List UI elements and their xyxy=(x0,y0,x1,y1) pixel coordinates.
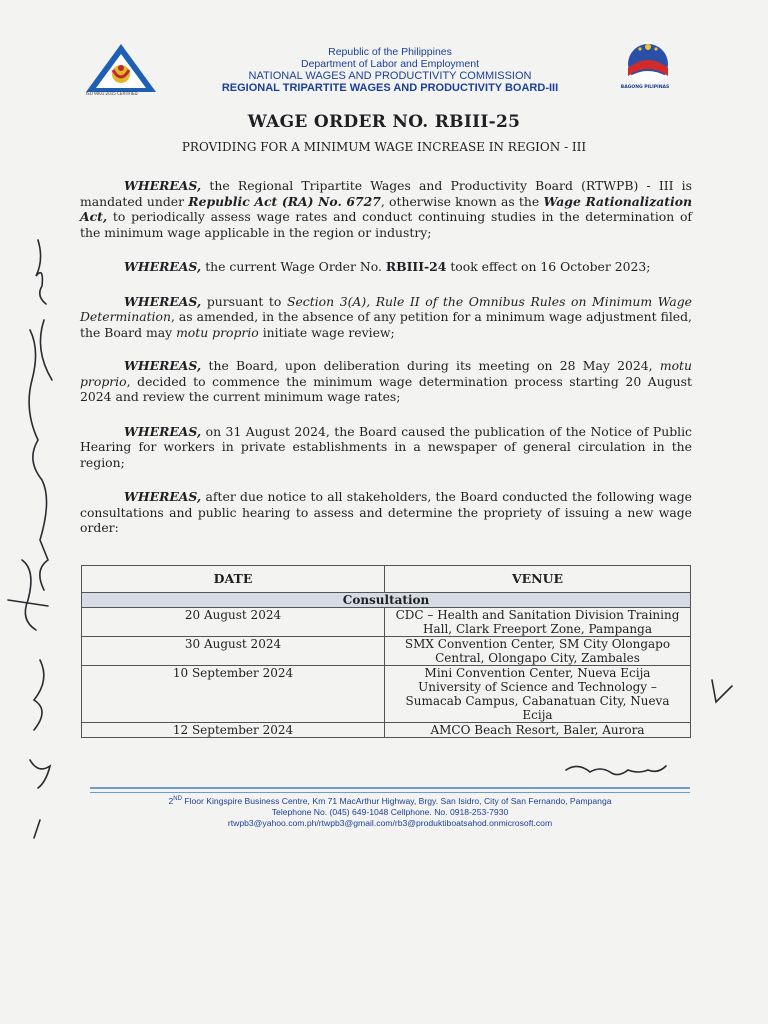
whereas-label: WHEREAS, xyxy=(124,293,202,309)
paragraph-text: on 31 August 2024, the Board caused the publication of the Notice of Public Hearing for workers in private establishments in a newspaper of general circulation in the region; xyxy=(80,423,692,470)
whereas-paragraph-5 xyxy=(80,424,692,471)
paragraph-text: the Board, upon deliberation during its meeting on 28 May 2024, xyxy=(201,358,660,373)
floor-number: 2 xyxy=(168,795,174,806)
latin-term: motu proprio xyxy=(80,358,692,389)
whereas-paragraph-4 xyxy=(80,358,692,405)
paragraph-text: , decided to commence the minimum wage determination process starting 20 August 2024 and review the current minimum wage rates; xyxy=(80,373,692,404)
paragraph-text: took effect on 16 October 2023; xyxy=(446,259,651,274)
page-title: WAGE ORDER NO. RBIII-25 xyxy=(247,112,521,132)
column-header-venue: VENUE xyxy=(385,566,691,593)
whereas-label: WHEREAS, xyxy=(124,423,202,439)
letterhead xyxy=(170,46,610,94)
latin-term: motu proprio xyxy=(176,324,259,340)
band-label: Consultation xyxy=(82,593,691,608)
whereas-paragraph-6 xyxy=(80,489,692,536)
law-reference: Republic Act (RA) No. 6727 xyxy=(188,193,381,209)
venue-cell: CDC – Health and Sanitation Division Training Hall, Clark Freeport Zone, Pampanga xyxy=(385,608,691,637)
date-cell: 30 August 2024 xyxy=(82,637,385,666)
date-cell: 20 August 2024 xyxy=(82,608,385,637)
date-cell: 10 September 2024 xyxy=(82,666,385,723)
iso-caption: ISO 9001:2015 CERTIFIED xyxy=(86,91,138,96)
whereas-label: WHEREAS, xyxy=(124,358,202,373)
letterhead-line-1: Republic of the Philippines xyxy=(328,46,452,58)
paragraph-text: initiate wage review; xyxy=(258,324,395,340)
venue-cell: SMX Convention Center, SM City Olongapo Central, Olongapo City, Zambales xyxy=(385,637,691,666)
table-band-row xyxy=(82,593,691,608)
paragraph-text: , otherwise known as the xyxy=(380,193,544,209)
footer-line-1 xyxy=(80,794,700,807)
footer-divider xyxy=(90,787,690,793)
address-text: Floor Kingspire Business Centre, Km 71 MacArthur Highway, Brgy. San Isidro, City of San Fernando, Pampanga xyxy=(181,795,612,806)
consultation-table xyxy=(81,565,691,738)
paragraph-text: , as amended, in the absence of any petition for a minimum wage adjustment filed, the Board may xyxy=(80,309,692,340)
footer-line-2: Telephone No. (045) 649-1048 Cellphone. No. 0918-253-7930 xyxy=(271,806,509,817)
paragraph-text: the current Wage Order No. xyxy=(201,259,386,274)
date-cell: 12 September 2024 xyxy=(82,723,385,738)
footer-line-3: rtwpb3@yahoo.com.ph/rtwpb3@gmail.com/rb3@produktiboatsahod.onmicrosoft.com xyxy=(227,817,553,828)
table-row xyxy=(82,608,691,637)
paragraph-text: the Regional Tripartite Wages and Productivity Board (RTWPB) - III is mandated under xyxy=(80,178,692,209)
whereas-label: WHEREAS, xyxy=(124,178,202,193)
page-subtitle: PROVIDING FOR A MINIMUM WAGE INCREASE IN REGION - III xyxy=(181,140,587,154)
bagong-pilipinas-caption: BAGONG PILIPINAS xyxy=(620,85,670,90)
letterhead-line-4: REGIONAL TRIPARTITE WAGES AND PRODUCTIVITY BOARD-III xyxy=(221,82,559,94)
footer-address xyxy=(80,794,700,829)
rule-reference: Section 3(A), Rule II of the Omnibus Rules on Minimum Wage Determination xyxy=(80,293,693,324)
wage-order-reference: RBIII-24 xyxy=(385,259,447,274)
table-row xyxy=(82,637,691,666)
whereas-paragraph-1 xyxy=(80,178,692,240)
letterhead-line-2: Department of Labor and Employment xyxy=(300,58,479,70)
paragraph-text: to periodically assess wage rates and conduct continuing studies in the determination of the minimum wage applicable in the region or industry; xyxy=(80,209,692,240)
paragraph-text: pursuant to xyxy=(201,293,287,309)
whereas-paragraph-2 xyxy=(80,259,692,275)
column-header-date: DATE xyxy=(82,566,385,593)
table-row xyxy=(82,666,691,723)
document-body xyxy=(80,178,692,555)
whereas-label: WHEREAS, xyxy=(124,489,202,504)
letterhead-line-3: NATIONAL WAGES AND PRODUCTIVITY COMMISSION xyxy=(248,70,532,82)
law-name: Wage Rationalization Act, xyxy=(80,193,692,224)
whereas-label: WHEREAS, xyxy=(124,259,202,274)
floor-suffix: ND xyxy=(173,796,182,802)
venue-cell: AMCO Beach Resort, Baler, Aurora xyxy=(385,723,691,738)
paragraph-text: after due notice to all stakeholders, the Board conducted the following wage consultations and public hearing to assess and determine the propriety of issuing a new wage order: xyxy=(80,489,692,535)
venue-cell: Mini Convention Center, Nueva Ecija University of Science and Technology – Sumacab Campus, Cabanatuan City, Nueva Ecija xyxy=(385,666,691,723)
table-row xyxy=(82,723,691,738)
whereas-paragraph-3 xyxy=(80,294,692,341)
table-header-row xyxy=(82,566,691,593)
